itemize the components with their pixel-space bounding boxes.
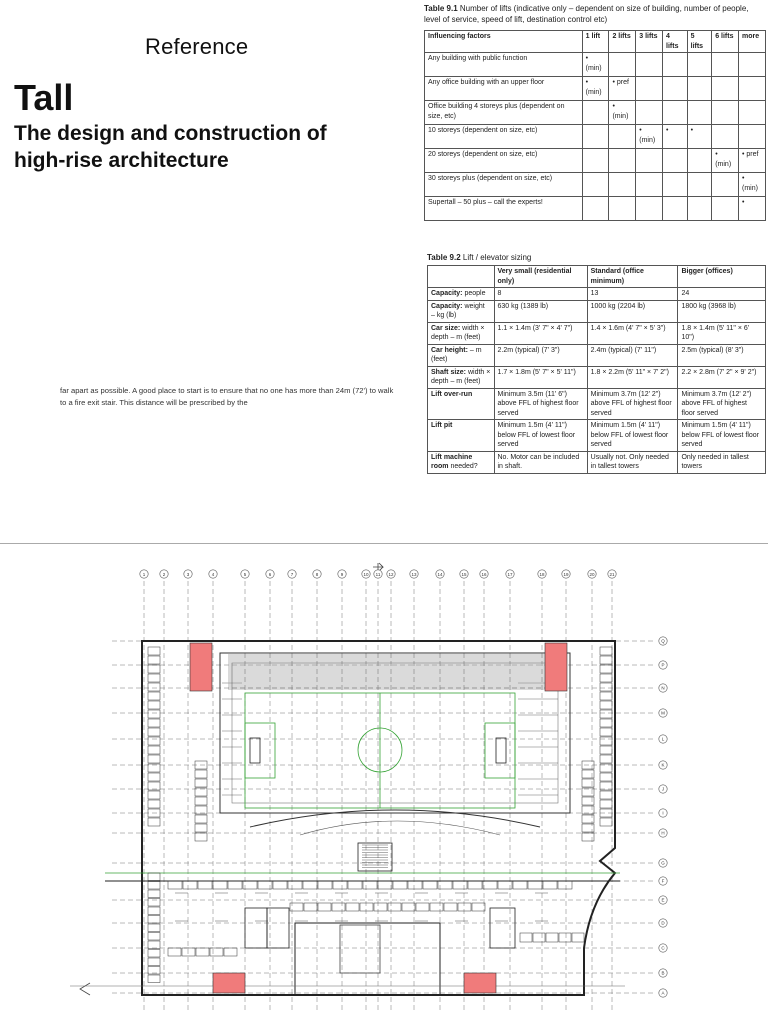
grid-label-column: 6	[268, 572, 272, 577]
table-cell	[636, 53, 663, 77]
table-header-cell: 1 lift	[582, 31, 609, 53]
grid-label-row: Q	[661, 638, 665, 644]
grid-label-row: C	[661, 945, 665, 951]
table-cell	[609, 53, 636, 77]
table-header-cell: 3 lifts	[636, 31, 663, 53]
table-cell: • (min)	[739, 173, 766, 197]
book-title: Tall	[14, 77, 74, 118]
table-cell	[739, 101, 766, 125]
table-cell	[609, 149, 636, 173]
table-row	[428, 451, 766, 473]
table-9-1-header-row	[425, 31, 766, 53]
table-cell: Any building with public function	[425, 53, 583, 77]
row-heading-bold: Car height:	[431, 346, 468, 354]
row-heading-text: weight – kg (lb)	[431, 302, 485, 319]
table-row-heading	[428, 288, 495, 301]
table-9-2-caption-text: Lift / elevator sizing	[462, 253, 532, 262]
lift-core	[190, 643, 212, 691]
table-row	[425, 77, 766, 101]
table-cell	[582, 173, 609, 197]
table-row-heading	[428, 451, 495, 473]
table-cell: Any office building with an upper floor	[425, 77, 583, 101]
table-cell	[687, 149, 712, 173]
table-row-heading	[428, 300, 495, 322]
table-cell	[712, 77, 739, 101]
stadium-floor-plan	[0, 543, 768, 1024]
table-cell: 1800 kg (3968 lb)	[678, 300, 766, 322]
table-row-heading	[428, 322, 495, 344]
table-header-cell: 4 lifts	[663, 31, 688, 53]
table-cell: • (min)	[582, 77, 609, 101]
table-cell	[712, 53, 739, 77]
grid-label-column: 12	[388, 572, 394, 577]
grid-label-row: K	[661, 762, 665, 768]
table-cell	[739, 53, 766, 77]
grid-label-column: 2	[162, 572, 166, 577]
grid-label-row: L	[661, 736, 665, 742]
table-row-heading	[428, 344, 495, 366]
grid-label-row: I	[662, 810, 664, 816]
table-cell: 1.8 × 2.2m (5' 11" × 7' 2")	[587, 366, 678, 388]
grid-label-column: 19	[563, 572, 569, 577]
table-cell	[739, 77, 766, 101]
table-cell	[739, 125, 766, 149]
row-heading-bold: Lift over-run	[431, 390, 473, 398]
table-9-1-caption-text: Number of lifts (indicative only – dependent on size of building, number of people, level of service, speed of lift, destination control etc)	[424, 4, 749, 24]
grid-label-row: M	[661, 710, 665, 716]
table-cell	[687, 101, 712, 125]
grid-label-row: F	[661, 878, 665, 884]
table-cell: 8	[494, 288, 587, 301]
table-row	[425, 53, 766, 77]
row-heading-bold: Shaft size:	[431, 368, 467, 376]
grid-label-column: 9	[340, 572, 344, 577]
grid-label-row: J	[661, 786, 665, 792]
lift-core	[213, 973, 245, 993]
table-cell: Minimum 1.5m (4' 11") below FFL of lowest floor served	[494, 420, 587, 452]
table-cell: 2.5m (typical) (8' 3")	[678, 344, 766, 366]
table-cell: 2.2m (typical) (7' 3")	[494, 344, 587, 366]
grid-label-row: N	[661, 685, 665, 691]
table-row	[428, 322, 766, 344]
table-cell: 1.7 × 1.8m (5' 7" × 5' 11")	[494, 366, 587, 388]
table-cell: 30 storeys plus (dependent on size, etc)	[425, 173, 583, 197]
table-row	[425, 197, 766, 221]
table-cell: •	[739, 197, 766, 221]
table-cell	[609, 125, 636, 149]
table-cell: • pref	[739, 149, 766, 173]
grid-label-column: 10	[363, 572, 369, 577]
row-heading-bold: Capacity:	[431, 302, 463, 310]
grid-label-row: P	[661, 662, 665, 668]
grid-label-column: 17	[507, 572, 513, 577]
grid-label-column: 5	[243, 572, 247, 577]
grid-label-column: 11	[375, 572, 381, 577]
row-heading-text: width × depth – m (feet)	[431, 368, 491, 385]
table-cell: • (min)	[712, 149, 739, 173]
grid-label-column: 18	[539, 572, 545, 577]
lift-core	[464, 973, 496, 993]
table-row-heading	[428, 366, 495, 388]
table-cell: •	[687, 125, 712, 149]
table-row	[425, 149, 766, 173]
grid-label-column: 7	[290, 572, 294, 577]
lift-count-table	[424, 30, 766, 221]
table-cell	[663, 77, 688, 101]
table-cell	[687, 173, 712, 197]
grid-label-column: 14	[437, 572, 443, 577]
grid-label-column: 16	[481, 572, 487, 577]
table-row	[425, 125, 766, 149]
table-header-cell: Standard (office minimum)	[587, 266, 678, 288]
grid-label-column: 4	[211, 572, 215, 577]
table-header-cell: Influencing factors	[425, 31, 583, 53]
table-row	[428, 366, 766, 388]
table-cell	[663, 197, 688, 221]
table-cell: 2.2 × 2.8m (7' 2" × 9' 2")	[678, 366, 766, 388]
table-cell: 10 storeys (dependent on size, etc)	[425, 125, 583, 149]
column-grid-labels	[140, 570, 616, 578]
table-cell: Usually not. Only needed in tallest towers	[587, 451, 678, 473]
table-9-2-caption	[427, 252, 767, 263]
grid-label-column: 21	[609, 572, 615, 577]
table-header-cell: 5 lifts	[687, 31, 712, 53]
table-cell	[636, 149, 663, 173]
table-row	[425, 101, 766, 125]
table-cell: 1.8 × 1.4m (5' 11" × 6' 10")	[678, 322, 766, 344]
grid-label-column: 8	[315, 572, 319, 577]
book-excerpt: far apart as possible. A good place to start is to ensure that no one has more than 24m (72') to walk to a fire exit stair. This distance will be prescribed by the	[60, 386, 394, 407]
table-cell: Office building 4 storeys plus (dependent on size, etc)	[425, 101, 583, 125]
table-cell	[636, 173, 663, 197]
table-header-cell	[428, 266, 495, 288]
row-heading-text: people	[462, 290, 486, 297]
table-row	[428, 288, 766, 301]
grid-label-column: 13	[411, 572, 417, 577]
grid-label-row: E	[661, 897, 665, 903]
row-heading-bold: Lift machine room	[431, 453, 473, 470]
table-row	[428, 388, 766, 420]
table-cell	[663, 149, 688, 173]
table-9-2-header-row	[428, 266, 766, 288]
row-heading-text: – m (feet)	[431, 346, 482, 363]
grid-label-column: 1	[142, 572, 146, 577]
row-heading-bold: Lift pit	[431, 422, 453, 429]
table-cell	[636, 101, 663, 125]
table-cell: Supertall – 50 plus – call the experts!	[425, 197, 583, 221]
table-cell	[609, 173, 636, 197]
table-row	[428, 300, 766, 322]
grid-label-row: A	[661, 990, 665, 996]
table-cell	[687, 53, 712, 77]
table-cell: • (min)	[636, 125, 663, 149]
table-cell: • pref	[609, 77, 636, 101]
grid-label-column: 3	[186, 572, 190, 577]
row-heading-text: needed?	[448, 463, 478, 470]
grid-label-column: 15	[461, 572, 467, 577]
table-cell: 1.1 × 1.4m (3' 7" × 4' 7")	[494, 322, 587, 344]
table-cell: • (min)	[609, 101, 636, 125]
table-cell	[712, 125, 739, 149]
table-row-heading	[428, 388, 495, 420]
table-cell	[687, 197, 712, 221]
table-cell	[582, 149, 609, 173]
table-cell: Minimum 1.5m (4' 11") below FFL of lowest floor served	[678, 420, 766, 452]
table-cell	[582, 197, 609, 221]
table-cell: 630 kg (1389 lb)	[494, 300, 587, 322]
lift-core	[545, 643, 567, 691]
table-9-1-number: Table 9.1	[424, 4, 458, 13]
table-cell: Minimum 3.7m (12' 2") above FFL of highest floor served	[587, 388, 678, 420]
table-cell	[663, 173, 688, 197]
grid-label-row: G	[661, 860, 665, 866]
table-cell: • (min)	[582, 53, 609, 77]
table-row-heading	[428, 420, 495, 452]
table-9-1-caption	[424, 3, 764, 25]
table-cell: Only needed in tallest towers	[678, 451, 766, 473]
table-header-cell: Very small (residential only)	[494, 266, 587, 288]
table-cell: Minimum 3.5m (11' 6") above FFL of highest floor served	[494, 388, 587, 420]
table-cell	[687, 77, 712, 101]
table-cell	[636, 197, 663, 221]
table-row	[428, 344, 766, 366]
table-cell: 1.4 × 1.6m (4' 7" × 5' 3")	[587, 322, 678, 344]
table-cell	[609, 197, 636, 221]
table-cell: 2.4m (typical) (7' 11")	[587, 344, 678, 366]
table-header-cell: more	[739, 31, 766, 53]
table-row	[428, 420, 766, 452]
table-cell	[663, 101, 688, 125]
table-cell: 24	[678, 288, 766, 301]
table-cell: Minimum 3.7m (12' 2") above FFL of highest floor served	[678, 388, 766, 420]
book-subtitle: The design and construction of high-rise architecture	[14, 122, 327, 172]
table-cell: 1000 kg (2204 lb)	[587, 300, 678, 322]
table-cell	[663, 53, 688, 77]
table-header-cell: Bigger (offices)	[678, 266, 766, 288]
table-cell: •	[663, 125, 688, 149]
table-row	[425, 173, 766, 197]
table-cell	[582, 101, 609, 125]
table-cell	[712, 173, 739, 197]
lift-sizing-table	[427, 265, 766, 474]
grid-label-row: D	[661, 920, 665, 926]
table-cell	[712, 101, 739, 125]
row-heading-text: width × depth – m (feet)	[431, 324, 485, 341]
table-header-cell: 2 lifts	[609, 31, 636, 53]
row-heading-bold: Car size:	[431, 324, 461, 332]
grid-label-row: B	[661, 970, 665, 976]
grid-label-row: H	[661, 830, 665, 836]
table-cell	[712, 197, 739, 221]
table-cell	[582, 125, 609, 149]
table-cell	[636, 77, 663, 101]
row-heading-bold: Capacity:	[431, 290, 463, 297]
table-cell: No. Motor can be included in shaft.	[494, 451, 587, 473]
table-cell: 13	[587, 288, 678, 301]
table-9-2-number: Table 9.2	[427, 253, 461, 262]
table-header-cell: 6 lifts	[712, 31, 739, 53]
reference-label: Reference	[145, 34, 249, 59]
table-cell: 20 storeys (dependent on size, etc)	[425, 149, 583, 173]
grid-label-column: 20	[589, 572, 595, 577]
table-cell: Minimum 1.5m (4' 11") below FFL of lowest floor served	[587, 420, 678, 452]
